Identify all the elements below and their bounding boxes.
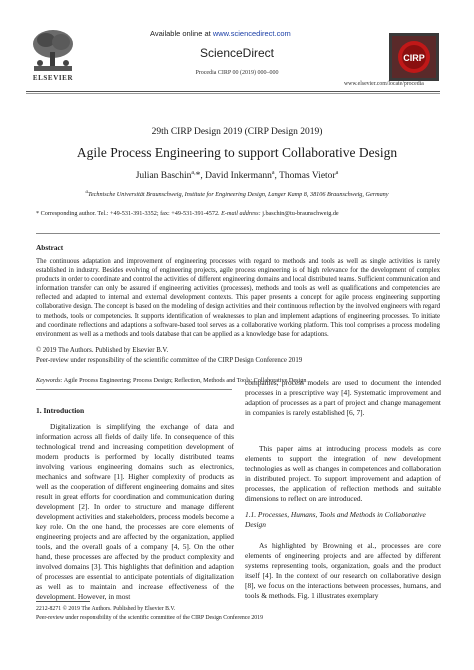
cirp-logo-text: CIRP xyxy=(403,53,425,63)
right-column-paragraph-2: This paper aims at introducing process models as core elements to support the integration of new development technologies as well as changes in competences and collaboration in distributed project. To support improvement and adaption of processes, the application of reflection methods and suitable dimensions to reflect on are introduced. xyxy=(245,444,441,503)
abstract-copyright: © 2019 The Authors. Published by Elsevier B.V. xyxy=(36,347,169,354)
footer-peer-review: Peer-review under responsibility of the scientific committee of the CIRP Design Conference 2019 xyxy=(36,615,263,621)
abstract-heading: Abstract xyxy=(36,243,64,252)
journal-reference: Procedia CIRP 00 (2019) 000–000 xyxy=(195,70,279,76)
header-rule xyxy=(26,91,440,92)
sciencedirect-title: ScienceDirect xyxy=(199,46,275,60)
availability-line: Available online at www.sciencedirect.com xyxy=(150,29,291,38)
author-email[interactable]: j.baschin@tu-braunschweig.de xyxy=(260,210,339,217)
abstract-peer-review: Peer-review under responsibility of the scientific committee of the CIRP Design Conference 2019 xyxy=(36,357,303,364)
subsection-heading: 1.1. Processes, Humans, Tools and Methods in Collaborative Design xyxy=(245,510,426,529)
paper-title: Agile Process Engineering to support Collaborative Design xyxy=(76,145,398,160)
abstract-text: The continuous adaptation and improvement of engineering processes with regard to methods and tools as well as single activities is rarely established in industry. Besides evolving of engineering projects, agile process engineering is of high relevance for the development of complex products in order to coordinate and control the activities of different engineering domains and local distributed teams. Sufficient communication and information transfer can only be assured if engineering activities (processes), methods and tools as well as qualifications and competencies are reflected and adapted to internal and external development contexts. This paper presents a concept for agile process engineering supporting collaborative design. The concept is based on the modeling of design activities and their continuous reflection by the involved engineers with regard to methods, tools or competencies. It supports identification of weaknesses to plan and implement adaptions of engineering processes. To initiate and coordinate reflections and adaptions a software-based tool serves as a collaborative working platform. This tool comprises a process modeling environment as well as a methods and tools database that can be applied as a knowledge base for adaptions. xyxy=(36,258,440,338)
journal-url[interactable]: www.elsevier.com/locate/procedia xyxy=(344,81,424,87)
conference-name: 29th CIRP Design 2019 (CIRP Design 2019) xyxy=(151,127,323,137)
left-column-paragraph: Digitalization is simplifying the exchange of data and information across all fields of daily life. In consequence of this technological trend and increasing competition development of modern products is performed by locally distributed teams involving various engineering domains such as electronics, mechanics and software [1]. Higher complexity of products as well as the cooperation of different engineering domains and sites result in great efforts for coordination and communication during development [2]. In order to structure and manage different development activities and stakeholders, process models become a key role. On the one hand, the processes are core elements of engineering projects and are affected by the organization, applied tools, and the overall goals of a company [4, 5]. On the other hand, these processes are affected by the product complexity and involved domains [3]. This highlights that definition and adaption of processes are essential to anticipate potentials of digitalization as well as to maintain and increase effectiveness of the development. However, in most xyxy=(36,422,234,601)
section-heading-introduction: 1. Introduction xyxy=(36,406,85,415)
right-column-paragraph-1: companies, process models are used to document the intended processes in a prescriptive way [4]. Systematic improvement and adaption of processes as a part of project and change management in companies is rarely established [6, 7]. xyxy=(245,378,441,417)
cirp-logo xyxy=(389,33,439,81)
author-list: Julian Baschin$^{a,}$*, David Inkermann$^a$, Thomas Vietor$^a$ xyxy=(135,170,339,182)
abstract-bottom-rule xyxy=(36,389,232,390)
elsevier-tree-logo xyxy=(28,28,78,74)
sciencedirect-link[interactable]: www.sciencedirect.com xyxy=(212,29,291,38)
elsevier-wordmark: ELSEVIER xyxy=(32,74,74,82)
right-column-paragraph-3: As highlighted by Browning et al., processes are core elements of engineering projects and are affected by different systems representing tools, organization, goals and the product itself [4]. In the context of our research on collaborative design [8], we focus on the interactions between processes, humans, and tools & methods. Fig. 1 illustrates exemplary xyxy=(245,541,441,600)
footer-rule xyxy=(36,601,90,602)
corresponding-author: * Corresponding author. Tel.: +49-531-391-3352; fax: +49-531-391-4572. E-mail address: j.baschin@tu-braunschweig.de xyxy=(36,210,339,217)
header-rule-thin xyxy=(26,93,440,94)
abstract-top-rule xyxy=(36,233,440,234)
keywords: Keywords: Agile Process Engineering; Process Design; Reflection, Methods and Tools; Collaborative Design xyxy=(36,377,307,384)
affiliation: $^a$Technische Universität Braunschweig, Institute for Engineering Design, Langer Kamp 8, 38106 Braunschweig, Germany xyxy=(85,190,389,199)
footer-issn: 2212-8271 © 2019 The Authors. Published by Elsevier B.V. xyxy=(36,606,176,612)
